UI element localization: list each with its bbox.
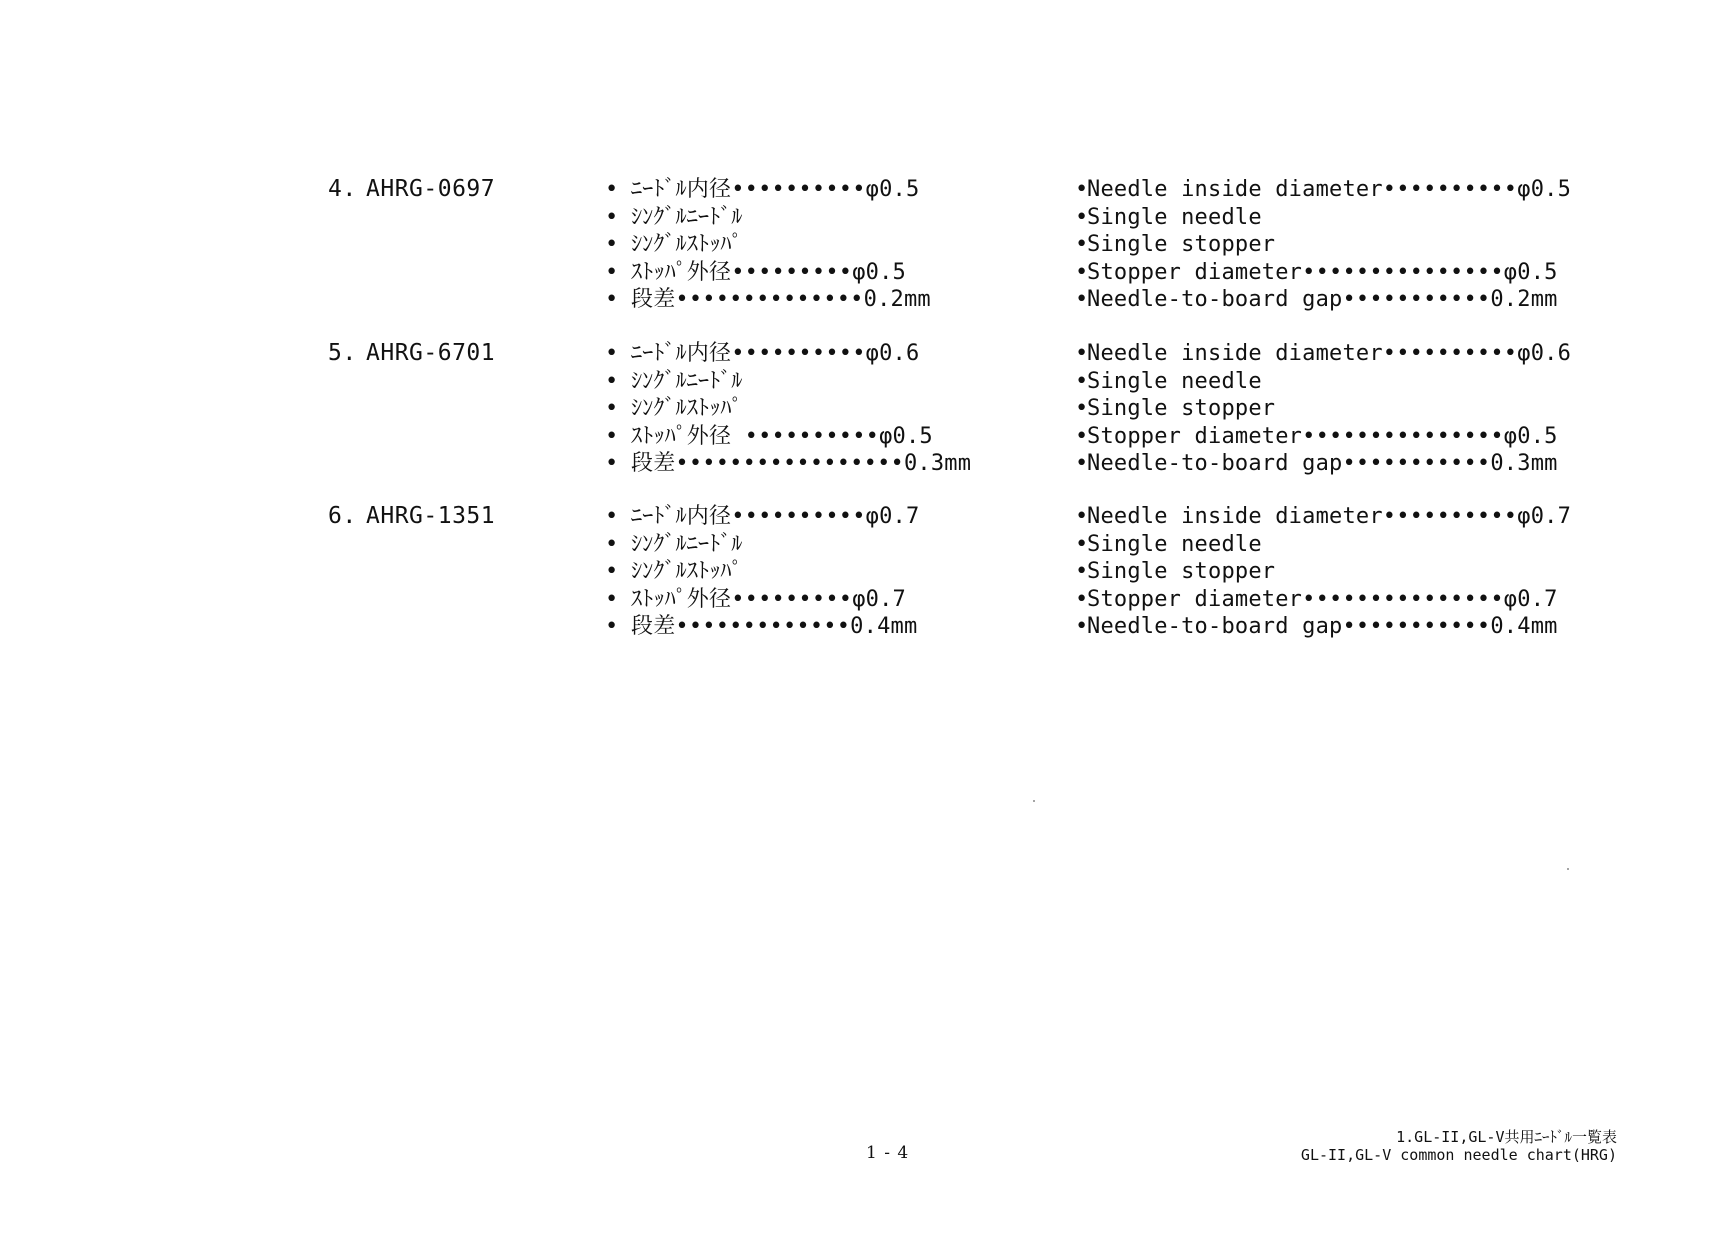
bullet-icon: •	[605, 451, 619, 476]
en-spec-text: Single needle	[1087, 531, 1262, 557]
japanese-spec-list	[605, 340, 971, 478]
needle-entry-4	[0, 176, 1735, 336]
jp-spec-item	[605, 231, 931, 259]
jp-spec-text: ｼﾝｸﾞﾙﾆｰﾄﾞﾙ	[631, 368, 743, 394]
japanese-spec-list	[605, 176, 931, 314]
en-spec-item	[1075, 395, 1571, 423]
en-spec-item	[1075, 613, 1571, 641]
jp-spec-text: ﾆｰﾄﾞﾙ内径••••••••••φ0.6	[631, 341, 920, 366]
en-spec-text: Stopper diameter•••••••••••••••φ0.7	[1087, 586, 1558, 612]
model-code: AHRG-1351	[366, 503, 496, 529]
scan-speck	[1033, 800, 1035, 802]
jp-spec-item	[605, 286, 931, 314]
jp-spec-text: 段差•••••••••••••0.4mm	[631, 614, 918, 639]
en-spec-item	[1075, 231, 1571, 259]
jp-spec-item	[605, 503, 919, 531]
en-spec-item	[1075, 450, 1571, 478]
bullet-icon: •	[1075, 341, 1089, 366]
bullet-icon: •	[605, 287, 619, 312]
english-spec-list	[1075, 340, 1571, 478]
en-spec-item	[1075, 340, 1571, 368]
footer-title-en: GL-II,GL-V common needle chart(HRG)	[1300, 1146, 1617, 1164]
jp-spec-text: ｼﾝｸﾞﾙｽﾄｯﾊﾟ	[631, 559, 743, 584]
english-spec-list	[1075, 503, 1571, 641]
bullet-icon: •	[605, 368, 619, 394]
bullet-icon: •	[1075, 259, 1089, 285]
bullet-icon: •	[605, 204, 619, 230]
en-spec-item	[1075, 204, 1571, 232]
bullet-icon: •	[1075, 451, 1089, 476]
en-spec-text: Single stopper	[1087, 232, 1276, 257]
en-spec-text: Needle inside diameter••••••••••φ0.6	[1087, 341, 1572, 366]
jp-spec-text: 段差•••••••••••••••••0.3mm	[631, 451, 972, 476]
bullet-icon: •	[605, 396, 619, 421]
page-number: 1 - 4	[866, 1143, 910, 1163]
en-spec-text: Single stopper	[1087, 396, 1276, 421]
bullet-icon: •	[1075, 531, 1089, 557]
bullet-icon: •	[605, 259, 619, 285]
en-spec-item	[1075, 423, 1571, 451]
jp-spec-item	[605, 395, 971, 423]
jp-spec-text: ｼﾝｸﾞﾙｽﾄｯﾊﾟ	[631, 396, 743, 421]
en-spec-item	[1075, 503, 1571, 531]
scan-speck	[1567, 868, 1569, 870]
jp-spec-text: ｼﾝｸﾞﾙﾆｰﾄﾞﾙ	[631, 531, 743, 557]
bullet-icon: •	[1075, 368, 1089, 394]
jp-spec-item	[605, 259, 931, 287]
en-spec-text: Needle inside diameter••••••••••φ0.5	[1087, 177, 1572, 202]
jp-spec-text: ｽﾄｯﾊﾟ外径•••••••••φ0.7	[631, 586, 906, 612]
jp-spec-text: ﾆｰﾄﾞﾙ内径••••••••••φ0.5	[631, 177, 920, 202]
jp-spec-item	[605, 613, 919, 641]
en-spec-text: Needle-to-board gap•••••••••••0.4mm	[1087, 614, 1558, 639]
en-spec-text: Single needle	[1087, 368, 1262, 394]
jp-spec-item	[605, 423, 971, 451]
en-spec-text: Needle inside diameter••••••••••φ0.7	[1087, 504, 1572, 529]
bullet-icon: •	[605, 341, 619, 366]
footer-title-jp: 1.GL-II,GL-V共用ﾆｰﾄﾞﾙ一覧表	[1396, 1128, 1617, 1146]
en-spec-text: Single stopper	[1087, 559, 1276, 584]
jp-spec-item	[605, 531, 919, 559]
jp-spec-item	[605, 558, 919, 586]
bullet-icon: •	[1075, 559, 1089, 584]
bullet-icon: •	[605, 614, 619, 639]
en-spec-text: Single needle	[1087, 204, 1262, 230]
en-spec-item	[1075, 286, 1571, 314]
entry-number: 5.	[328, 340, 357, 366]
entry-number: 4.	[328, 176, 357, 202]
bullet-icon: •	[605, 559, 619, 584]
bullet-icon: •	[605, 586, 619, 612]
english-spec-list	[1075, 176, 1571, 314]
bullet-icon: •	[1075, 204, 1089, 230]
bullet-icon: •	[605, 232, 619, 257]
bullet-icon: •	[1075, 614, 1089, 639]
jp-spec-item	[605, 368, 971, 396]
jp-spec-text: ｽﾄｯﾊﾟ外径•••••••••φ0.5	[631, 259, 906, 285]
bullet-icon: •	[1075, 504, 1089, 529]
en-spec-item	[1075, 558, 1571, 586]
bullet-icon: •	[605, 504, 619, 529]
bullet-icon: •	[1075, 287, 1089, 312]
jp-spec-item	[605, 586, 919, 614]
en-spec-item	[1075, 531, 1571, 559]
entry-number: 6.	[328, 503, 357, 529]
en-spec-text: Needle-to-board gap•••••••••••0.3mm	[1087, 451, 1558, 476]
jp-spec-text: 段差••••••••••••••0.2mm	[631, 287, 931, 312]
model-id	[328, 340, 495, 367]
en-spec-text: Needle-to-board gap•••••••••••0.2mm	[1087, 287, 1558, 312]
jp-spec-text: ｼﾝｸﾞﾙﾆｰﾄﾞﾙ	[631, 204, 743, 230]
en-spec-text: Stopper diameter•••••••••••••••φ0.5	[1087, 259, 1558, 285]
needle-entry-5	[0, 340, 1735, 500]
jp-spec-item	[605, 176, 931, 204]
model-id	[328, 503, 495, 530]
en-spec-item	[1075, 368, 1571, 396]
en-spec-item	[1075, 586, 1571, 614]
bullet-icon: •	[1075, 423, 1089, 449]
needle-entry-6	[0, 503, 1735, 663]
en-spec-item	[1075, 259, 1571, 287]
jp-spec-item	[605, 450, 971, 478]
bullet-icon: •	[1075, 586, 1089, 612]
model-code: AHRG-6701	[366, 340, 496, 366]
en-spec-item	[1075, 176, 1571, 204]
model-code: AHRG-0697	[366, 176, 496, 202]
bullet-icon: •	[605, 423, 619, 449]
jp-spec-text: ｽﾄｯﾊﾟ外径 ••••••••••φ0.5	[631, 423, 933, 449]
japanese-spec-list	[605, 503, 919, 641]
en-spec-text: Stopper diameter•••••••••••••••φ0.5	[1087, 423, 1558, 449]
jp-spec-text: ﾆｰﾄﾞﾙ内径••••••••••φ0.7	[631, 504, 920, 529]
jp-spec-item	[605, 340, 971, 368]
bullet-icon: •	[605, 531, 619, 557]
model-id	[328, 176, 495, 203]
jp-spec-text: ｼﾝｸﾞﾙｽﾄｯﾊﾟ	[631, 232, 743, 257]
bullet-icon: •	[1075, 396, 1089, 421]
bullet-icon: •	[605, 177, 619, 202]
jp-spec-item	[605, 204, 931, 232]
document-footer	[1301, 1128, 1617, 1164]
bullet-icon: •	[1075, 177, 1089, 202]
bullet-icon: •	[1075, 232, 1089, 257]
